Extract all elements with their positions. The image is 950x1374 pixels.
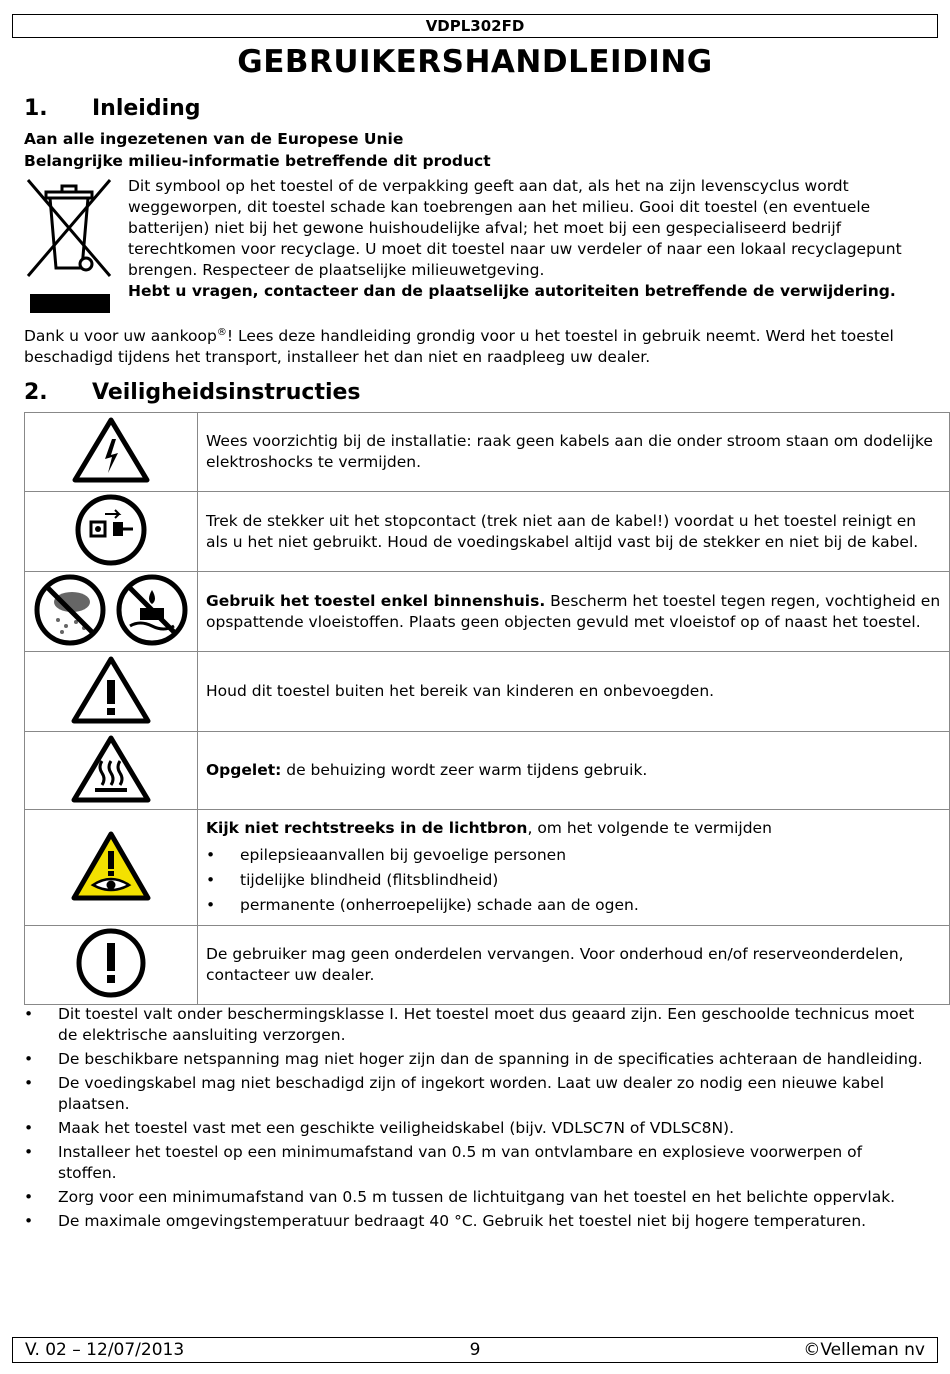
list-item: • Maak het toestel vast met een geschikte veiligheidskabel (bijv. VDLSC7N of VDLSC8N). (24, 1118, 924, 1139)
safety-row (25, 732, 950, 810)
section-title: Inleiding (92, 96, 201, 121)
black-bar-marking (30, 294, 110, 313)
general-warning-icon (71, 656, 151, 724)
safety-row (25, 810, 950, 926)
thanks-text-b: ! Lees deze handleiding grondig voor u het toestel in gebruik neemt. Werd het toestel beschadigd tijdens het transport, installeer het dan niet en raadpleeg uw dealer. (24, 327, 894, 367)
unplug-icon (75, 494, 147, 566)
weee-text (128, 176, 928, 302)
electric-shock-warning-icon (72, 417, 150, 483)
eye-hazard-icon (71, 831, 151, 901)
list-item: • Dit toestel valt onder beschermingsklasse I. Het toestel moet dus geaard zijn. Een geschoolde technicus moet de elektrische aansluiting verzorgen. (24, 1004, 924, 1046)
icon-cell (25, 652, 198, 732)
safety-row (25, 492, 950, 572)
safety-body-text: , om het volgende te vermijden (527, 818, 772, 837)
safety-body-text: de behuizing wordt zeer warm tijdens gebruik. (281, 761, 648, 779)
weee-paragraph: Dit symbool op het toestel of de verpakking geeft aan dat, als het na zijn levenscyclus wordt weggeworpen, dit toestel schade kan toebrengen aan het milieu. Gooi dit toestel (en eventuele batterijen) niet bij het gewone huishoudelijke afval; het moet bij een gespecialiseerd bedrijf terechtkomen voor recyclage. U moet dit toestel naar uw verdeler of naar een lokaal recyclagepunt brengen. Respecteer de plaatselijke milieuwetgeving. (128, 177, 902, 279)
safety-text: Wees voorzichtig bij de installatie: raak geen kabels aan die onder stroom staan om dodelijke elektroshocks te vermijden. (198, 413, 950, 492)
icon-cell (25, 492, 198, 572)
version-date: V. 02 – 12/07/2013 (25, 1340, 185, 1360)
safety-bullet-list (24, 1004, 924, 1235)
list-item: • Zorg voor een minimumafstand van 0.5 m tussen de lichtuitgang van het toestel en het belichte oppervlak. (24, 1187, 924, 1208)
icon-cell (25, 413, 198, 492)
safety-text: Houd dit toestel buiten het bereik van kinderen en onbevoegden. (198, 652, 950, 732)
section-number: 2. (24, 380, 48, 405)
safety-bold-text: Gebruik het toestel enkel binnenshuis. (206, 591, 546, 610)
hot-surface-icon (71, 735, 151, 803)
weee-bold-notice: Hebt u vragen, contacteer dan de plaatselijke autoriteiten betreffende de verwijdering. (128, 282, 896, 300)
eye-hazard-list (206, 843, 941, 918)
list-item: • tijdelijke blindheid (flitsblindheid) (206, 868, 941, 893)
list-item: • De maximale omgevingstemperatuur bedraagt 40 °C. Gebruik het toestel niet bij hogere temperaturen. (24, 1211, 924, 1232)
safety-table (24, 412, 950, 1005)
list-item: • De voedingskabel mag niet beschadigd zijn of ingekort worden. Laat uw dealer zo nodig een nieuwe kabel plaatsen. (24, 1073, 924, 1115)
registered-mark: ® (216, 327, 227, 338)
safety-row (25, 572, 950, 652)
list-item: • epilepsieaanvallen bij gevoelige personen (206, 843, 941, 868)
list-item: • De beschikbare netspanning mag niet hoger zijn dan de spanning in de specificaties achteraan de handleiding. (24, 1049, 924, 1070)
section-heading-2 (24, 380, 361, 405)
page-number: 9 (469, 1340, 481, 1360)
section-title: Veiligheidsinstructies (92, 380, 361, 405)
mandatory-attention-icon (75, 927, 147, 999)
list-item: • Installeer het toestel op een minimumafstand van 0.5 m van ontvlambare en explosieve voorwerpen of stoffen. (24, 1142, 924, 1184)
safety-row (25, 652, 950, 732)
document-footer (12, 1337, 938, 1363)
no-rain-icon (34, 574, 106, 646)
safety-row (25, 413, 950, 492)
icon-cell (25, 732, 198, 810)
no-liquid-icon (116, 574, 188, 646)
crossed-out-wheelie-bin-icon (24, 176, 114, 280)
list-item: • permanente (onherroepelijke) schade aan de ogen. (206, 893, 941, 918)
safety-text (198, 732, 950, 810)
section-heading-1 (24, 96, 201, 121)
safety-text (198, 810, 950, 926)
safety-text: Trek de stekker uit het stopcontact (trek niet aan de kabel!) voordat u het toestel reinigt en als u het niet gebruikt. Houd de voedingskabel altijd vast bij de stekker en niet bij de kabel. (198, 492, 950, 572)
safety-bold-text: Opgelet: (206, 761, 282, 779)
safety-bold-text: Kijk niet rechtstreeks in de lichtbron (206, 818, 528, 837)
copyright: ©Velleman nv (803, 1340, 925, 1360)
subheading-environment: Belangrijke milieu-informatie betreffende dit product (24, 152, 491, 170)
thanks-paragraph (24, 322, 924, 368)
thanks-text-a: Dank u voor uw aankoop (24, 327, 217, 346)
icon-cell (25, 926, 198, 1005)
safety-body-text: Bescherm het toestel tegen regen, vochtigheid en opspattende vloeistoffen. Plaats geen objecten gevuld met vloeistof op of naast het toestel. (206, 591, 941, 631)
safety-text: De gebruiker mag geen onderdelen vervangen. Voor onderhoud en/of reserveonderdelen, contacteer uw dealer. (198, 926, 950, 1005)
document-header: VDPL302FD (12, 14, 938, 38)
safety-row (25, 926, 950, 1005)
subheading-eu: Aan alle ingezetenen van de Europese Unie (24, 130, 404, 148)
safety-text (198, 572, 950, 652)
icon-cell (25, 572, 198, 652)
document-title: GEBRUIKERSHANDLEIDING (237, 44, 713, 80)
section-number: 1. (24, 96, 48, 121)
icon-cell (25, 810, 198, 926)
